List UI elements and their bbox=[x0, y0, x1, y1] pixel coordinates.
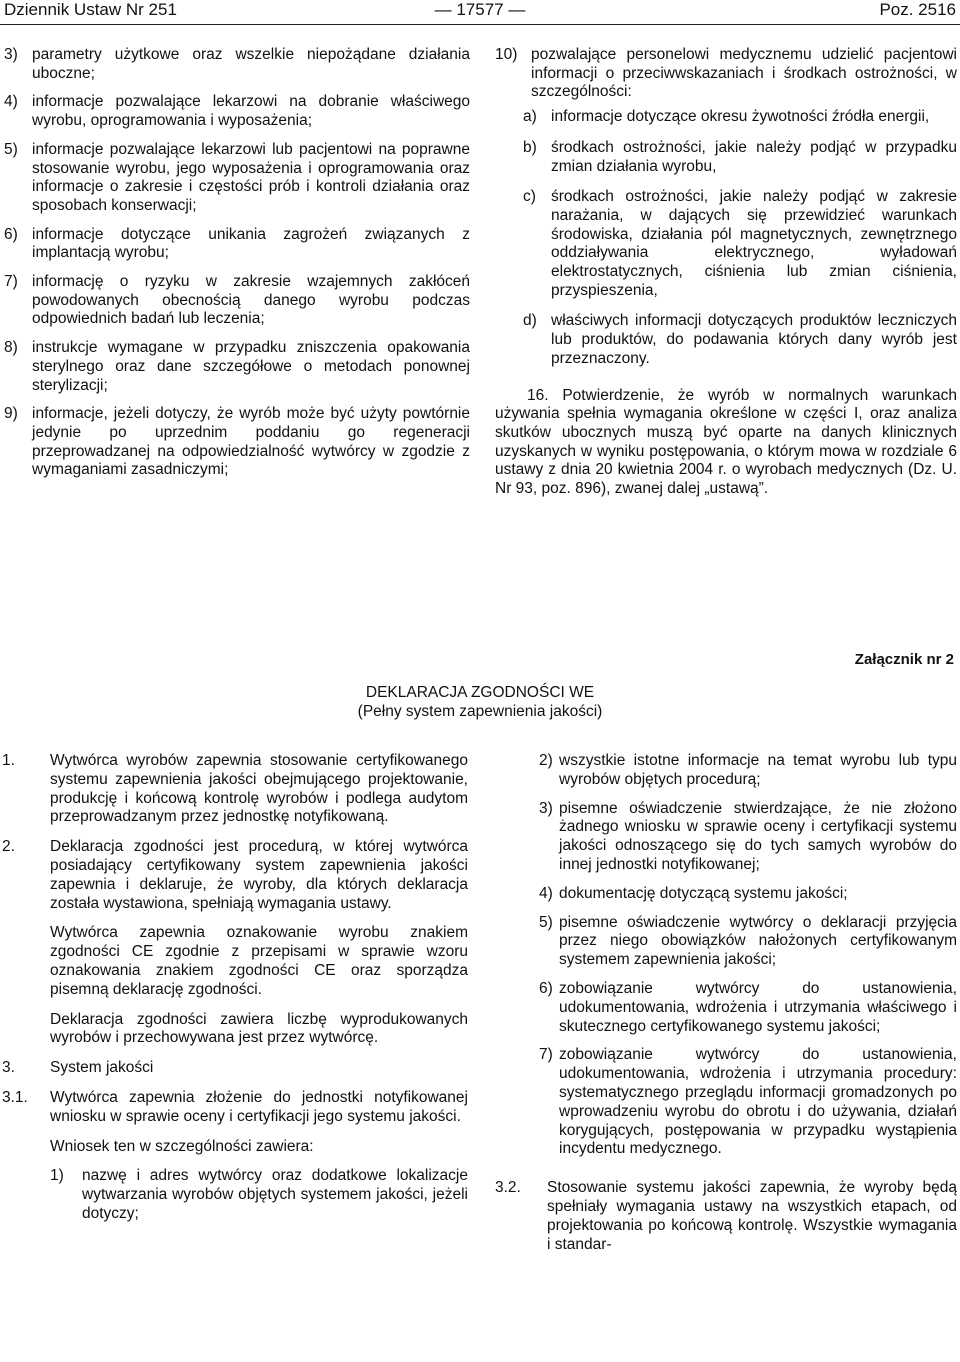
page-number: — 17577 — bbox=[434, 0, 526, 19]
list-item: 6) zobowiązanie wytwórcy do ustanowienia, udokumentowania, wdrożenia i utrzymania właściwego i skutecznego certyfikowanego systemu jakości; bbox=[539, 979, 957, 1035]
position-number: Poz. 2516 bbox=[879, 0, 956, 19]
paragraph: Deklaracja zgodności zawiera liczbę wyprodukowanych wyrobów i przechowywana jest przez wytwórcę. bbox=[50, 1010, 468, 1047]
header-rule bbox=[0, 24, 960, 25]
bottom-right-column bbox=[495, 752, 957, 1254]
list-item: 9) informacje, jeżeli dotyczy, że wyrób może być użyty powtórnie jedynie po uprzednim poddaniu go regeneracji przeprowadzanej na odpowiedzialność wytwórcy w zgodzie z wymaganiami zasadniczymi; bbox=[4, 405, 470, 479]
section-3-1: 3.1. Wytwórca zapewnia złożenie do jednostki notyfikowanej wniosku w sprawie oceny i certyfikacji jego systemu jakości. bbox=[2, 1088, 468, 1125]
sub-list-item: c) środkach ostrożności, jakie należy podjąć w zakresie narażania, w dających się przewidzieć warunkach środowiska, działania pól magnetycznych, zewnętrznego oddziaływania elektrycznego, wyładowań elektrostatycznych, ciśnienia lub zmian ciśnienia, przyspieszenia, bbox=[523, 188, 957, 299]
list-item: 7) informację o ryzyku w zakresie wzajemnych zakłóceń powodowanych obecnością danego wyrobu podczas odpowiednich badań lub leczenia; bbox=[4, 273, 470, 328]
top-right-column bbox=[495, 46, 957, 499]
journal-title: Dziennik Ustaw Nr 251 bbox=[4, 0, 177, 19]
list-item: 3) parametry użytkowe oraz wszelkie niepożądane działania uboczne; bbox=[4, 46, 470, 82]
section-1: 1. Wytwórca wyrobów zapewnia stosowanie certyfikowanego systemu zapewnienia jakości obejmującego projektowanie, produkcję i końcową kontrolę wyrobów i podlega audytom przeprowadzanym przez jednostkę notyfikowaną. bbox=[2, 752, 468, 826]
paragraph: Wytwórca zapewnia oznakowanie wyrobu znakiem zgodności CE zgodnie z przepisami w sprawie wzoru oznakowania znakiem zgodności CE oraz sporządza pisemną deklarację zgodności. bbox=[50, 924, 468, 998]
list-item: 7) zobowiązanie wytwórcy do ustanowienia, udokumentowania, wdrożenia i utrzymania procedury: systematycznego przeglądu informacji gromadzonych po wprowadzeniu wyrobu do obrotu i do używania, działań korygujących, postępowania w przypadku wystąpienia incydentu medycznego. bbox=[539, 1046, 957, 1158]
paragraph: Wniosek ten w szczególności zawiera: bbox=[50, 1137, 314, 1155]
title-line-1: DEKLARACJA ZGODNOŚCI WE bbox=[365, 684, 595, 701]
bottom-left-column bbox=[2, 752, 468, 1224]
list-item: 4) dokumentację dotyczącą systemu jakości; bbox=[539, 884, 848, 902]
paragraph-16: 16. Potwierdzenie, że wyrób w normalnych warunkach używania spełnia wymagania określone w części I, oraz analiza skutków ubocznych muszą być oparte na danych klinicznych uzyskanych w wyniku postępowania, o którym mowa w rozdziale 6 ustawy z dnia 20 kwietnia 2004 r. o wyrobach medycznych (Dz. U. Nr 93, poz. 896), zwanej dalej „ustawą”. bbox=[495, 386, 957, 498]
section-3-2: 3.2. Stosowanie systemu jakości zapewnia, że wyroby będą spełniały wymagania ustawy na wszystkich etapach, od projektowania po końcową kontrolę. Wszystkie wymagania i standar- bbox=[495, 1179, 957, 1253]
page-header bbox=[0, 0, 960, 22]
sub-list-item: d) właściwych informacji dotyczących produktów leczniczych lub produktów, do podawania których dany wyrób jest przeznaczony. bbox=[523, 312, 957, 367]
section-3: 3. System jakości bbox=[2, 1059, 154, 1077]
list-item: 8) instrukcje wymagane w przypadku zniszczenia opakowania sterylnego oraz dane szczegółowe o metodach ponownej sterylizacji; bbox=[4, 339, 470, 394]
sub-list-item: a) informacje dotyczące okresu żywotności źródła energii, bbox=[523, 108, 930, 126]
list-item: 4) informacje pozwalające lekarzowi na dobranie właściwego wyrobu, oprogramowania i wyposażenia; bbox=[4, 93, 470, 130]
list-item: 5) informacje pozwalające lekarzowi lub pacjentowi na poprawne stosowanie wyrobu, jego wyposażenia i oprogramowania oraz informacje o zakresie i częstości prób i kontroli działania oraz sposobach konserwacji; bbox=[4, 140, 470, 214]
list-item: 1) nazwę i adres wytwórcy oraz dodatkowe lokalizacje wytwarzania wyrobów objętych systemem jakości, jeżeli dotyczy; bbox=[50, 1167, 468, 1222]
declaration-title bbox=[0, 683, 960, 721]
list-item: 6) informacje dotyczące unikania zagrożeń związanych z implantacją wyrobu; bbox=[4, 225, 470, 262]
list-item: 5) pisemne oświadczenie wytwórcy o deklaracji przyjęcia przez niego obowiązków nałożonych certyfikowanym systemem zapewnienia jakości; bbox=[539, 913, 957, 969]
top-left-column bbox=[4, 46, 470, 490]
list-item: 3) pisemne oświadczenie stwierdzające, że nie złożono żadnego wniosku w sprawie oceny i certyfikacji systemu jakości odnoszącego się do tych samych wyrobów do innej jednostki notyfikowanej; bbox=[539, 799, 957, 873]
section-2: 2. Deklaracja zgodności jest procedurą, w której wytwórca posiadający certyfikowany system zapewnienia jakości zapewnia i deklaruje, że wyroby, dla których deklaracja została wystawiona, spełniają wymagania ustawy. bbox=[2, 838, 468, 912]
annex-label: Załącznik nr 2 bbox=[854, 651, 954, 668]
list-item: 2) wszystkie istotne informacje na temat wyrobu lub typu wyrobów objętych procedurą; bbox=[539, 752, 957, 788]
sub-list-item: b) środkach ostrożności, jakie należy podjąć w przypadku zmian działania wyrobu, bbox=[523, 138, 957, 175]
title-line-2: (Pełny system zapewnienia jakości) bbox=[357, 703, 603, 720]
sub-list bbox=[495, 108, 957, 368]
list-item: 10) pozwalające personelowi medycznemu udzielić pacjentowi informacji o przeciwwskazaniach i środkach ostrożności, w szczególności: bbox=[495, 46, 957, 101]
